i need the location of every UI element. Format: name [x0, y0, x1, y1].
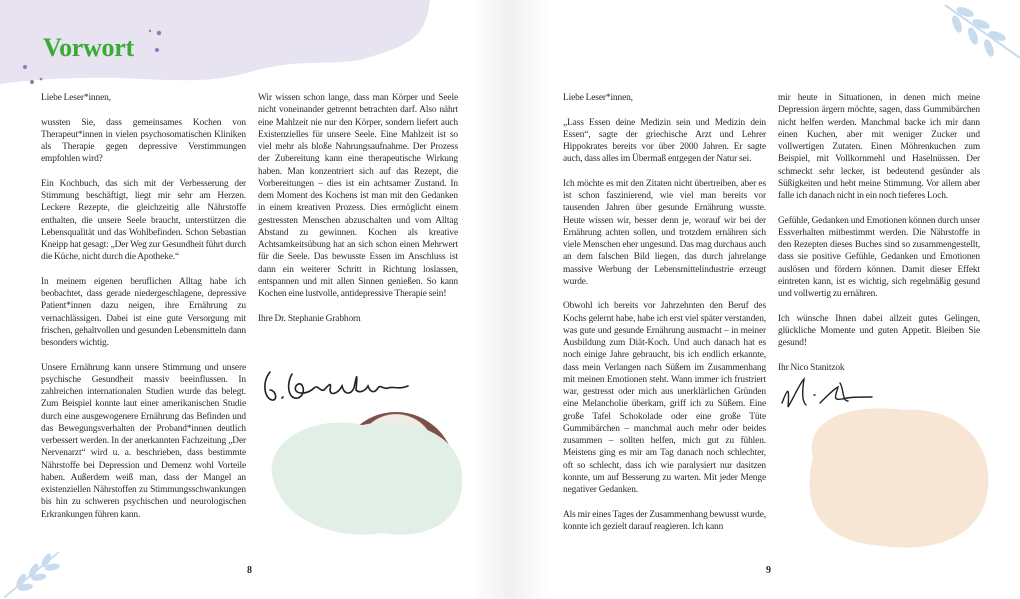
paragraph: Gefühle, Gedanken und Emotionen können durch unser Essverhalten mitbestimmt werden. Die Nährstoffe in den Rezepten dieses Buches sind so zusammengestellt, dass sie positive Gefühle, Gedanken und Emotionen auslösen und fördern können. Damit dieser Effekt eintreten kann, ist es wichtig, sich regelmäßig gesund und vollwertig zu ernähren.: [778, 215, 980, 299]
paragraph: Ein Kochbuch, das sich mit der Verbesserung der Stimmung beschäftigt, liegt mir sehr am Herzen. Leckere Rezepte, die gleichzeitig alle Nährstoffe enthalten, die unsere Seele braucht, unterstützen die Lebensqualität und das Wohlbefinden. Schon Sebastian Kneipp hat gesagt: „Der Weg zur Gesundheit führt durch die Küche, nicht durch die Apotheke.“: [41, 178, 246, 263]
paragraph: Liebe Leser*innen,: [41, 93, 111, 103]
paragraph: Wir wissen schon lange, dass man Körper und Seele nicht voneinander getrennt betrachten darf. Also nährt eine Mahlzeit nie nur den Körper, sondern liefert auch Existenzielles für unsere Seele. Eine Mahlzeit ist so viel mehr als bloße Nahrungsaufnahme. Der Prozess der Zubereitung kann eine therapeutische Wirkung haben. Man konzentriert sich auf das Rezept, die Vorbereitungen – dies ist ein achtsamer Zustand. In dem Moment des Kochens ist man mit den Gedanken in einem kreativen Prozess. Dies ermöglicht einem gestressten Menschen abzuschalten und vom Alltag Abstand zu gewinnen. Kochen als kreative Achtsamkeitsübung hat an sich schon einen Mehrwert für die Seele. Das bewusste Essen im Anschluss ist dann ein weiterer Schritt in Richtung loslassen, entspannen und mit allen Sinnen genießen. So kann Kochen eine lustvolle, antidepressive Therapie sein!: [258, 93, 458, 299]
signature-grabhorn: [258, 360, 423, 410]
green-background-shape: [262, 405, 472, 545]
right-column-1: [563, 92, 766, 545]
page-number: 8: [247, 565, 252, 576]
leaf-decoration-icon: [0, 552, 80, 599]
page-title: Vorwort: [43, 33, 134, 62]
paragraph: wussten Sie, dass gemeinsames Kochen von Therapeut*innen in vielen psychosomatischen Kliniken als Therapie gegen depressive Verstimmungen empfohlen wird?: [41, 117, 246, 165]
right-page: [510, 0, 1020, 599]
paragraph: Ich möchte es mit den Zitaten nicht übertreiben, aber es ist schon faszinierend, wie viel man bereits vor tausenden Jahren über gesunde Ernährung wusste. Heute wissen wir, besser denn je, worauf wir bei der Ernährung achten sollen, und trotzdem ernähren sich viele Menschen eher ungesund. Das mag durchaus auch an dem falschen Bild liegen, das durch jahrelange massive Werbung der Lebensmittelindustrie erzeugt wurde.: [563, 178, 766, 287]
gutter-shadow: [470, 0, 510, 599]
paragraph: mir heute in Situationen, in denen mich meine Depression ärgern möchte, sagen, dass Gummibärchen nicht helfen werden. Manchmal backe ich mir dann einen Kuchen, aber mit weniger Zucker und vollwertigen Zutaten. Einen Möhrenkuchen zum Beispiel, mit Vollkornmehl und Haselnüssen. Der schmeckt sehr lecker, ist bedeutend gesünder als Süßigkeiten und hebt meine Stimmung. Vor allem aber falle ich danach nicht in ein noch tieferes Loch.: [778, 93, 980, 201]
paragraph: Liebe Leser*innen,: [563, 93, 633, 103]
page-number: 9: [766, 565, 771, 576]
left-column-1: [41, 92, 246, 533]
paragraph: Obwohl ich bereits vor Jahrzehnten den Beruf des Kochs gelernt habe, habe ich erst viel später verstanden, was gute und gesunde Ernährung ausmacht – in meiner Ausbildung zum Diät-Koch. Und auch danach hat es noch einige Jahre gebraucht, bis ich endlich erkannte, dass mein Verlangen nach Süßem im Zusammenhang mit meinen Emotionen steht. Wann immer ich frustriert war, gestresst oder mich aus unerklärlichen Gründen eine Melancholie überkam, griff ich zu Süßem. Eine große Tafel Schokolade oder eine große Tüte Gummibärchen – manchmal auch mehr oder beides zusammen – sollten helfen, mich gut zu fühlen. Meistens ging es mir am Tag danach noch schlechter, oft so schlecht, dass ich wie paralysiert nur dasitzen konnte, um auf Besserung zu warten. Mit jeder Menge negativer Gedanken.: [563, 301, 766, 495]
right-column-2: [778, 92, 980, 386]
paragraph: Unsere Ernährung kann unsere Stimmung und unsere psychische Gesundheit massiv beeinflussen. In zahlreichen internationalen Studien wurde das belegt. Zum Beispiel konnte laut einer amerikanischen Studie durch eine ausgewogenere Ernährung das Befinden und das Bewegungsverhalten der Proband*innen deutlich verbessert werden. In der anerkannten Fachzeitung „Der Nervenarzt“ wird u. a. beschrieben, dass bestimmte Nährstoffe bei Depression und Demenz wohl Vorteile haben. Außerdem weiß man, dass der Mangel an existenziellen Nährstoffen zu Stimmungsschwankungen bis hin zu schweren psychischen und neurologischen Erkrankungen führen kann.: [41, 362, 246, 520]
paragraph: Ich wünsche Ihnen dabei allzeit gutes Gelingen, glückliche Momente und guten Appetit. Bleiben Sie gesund!: [778, 313, 980, 348]
author-name: Ihre Dr. Stephanie Grabhorn: [258, 313, 361, 324]
paragraph: „Lass Essen deine Medizin sein und Medizin dein Essen“, sagte der griechische Arzt und Lehrer Hippokrates bereits vor über 2000 Jahren. Er sagte auch, dass alles im Übermaß entgegen der Natur sei.: [563, 117, 766, 165]
peach-background-shape: [793, 398, 993, 553]
leaf-decoration-icon: [935, 0, 1020, 67]
paragraph: In meinem eigenen beruflichen Alltag habe ich beobachtet, dass gerade niedergeschlagene, depressive Patient*innen dazu neigen, ihre Ernährung zu vernachlässigen. Dabei ist eine gute Versorgung mit frischen, gehaltvollen und gesunden Lebensmitteln dann besonders wichtig.: [41, 276, 246, 348]
paragraph: Als mir eines Tages der Zusammenhang bewusst wurde, konnte ich gezielt darauf reagieren. Ich kann: [563, 509, 766, 532]
left-column-2: [258, 92, 458, 337]
author-name: Ihr Nico Stanitzok: [778, 362, 845, 373]
gutter-shadow: [510, 0, 550, 599]
